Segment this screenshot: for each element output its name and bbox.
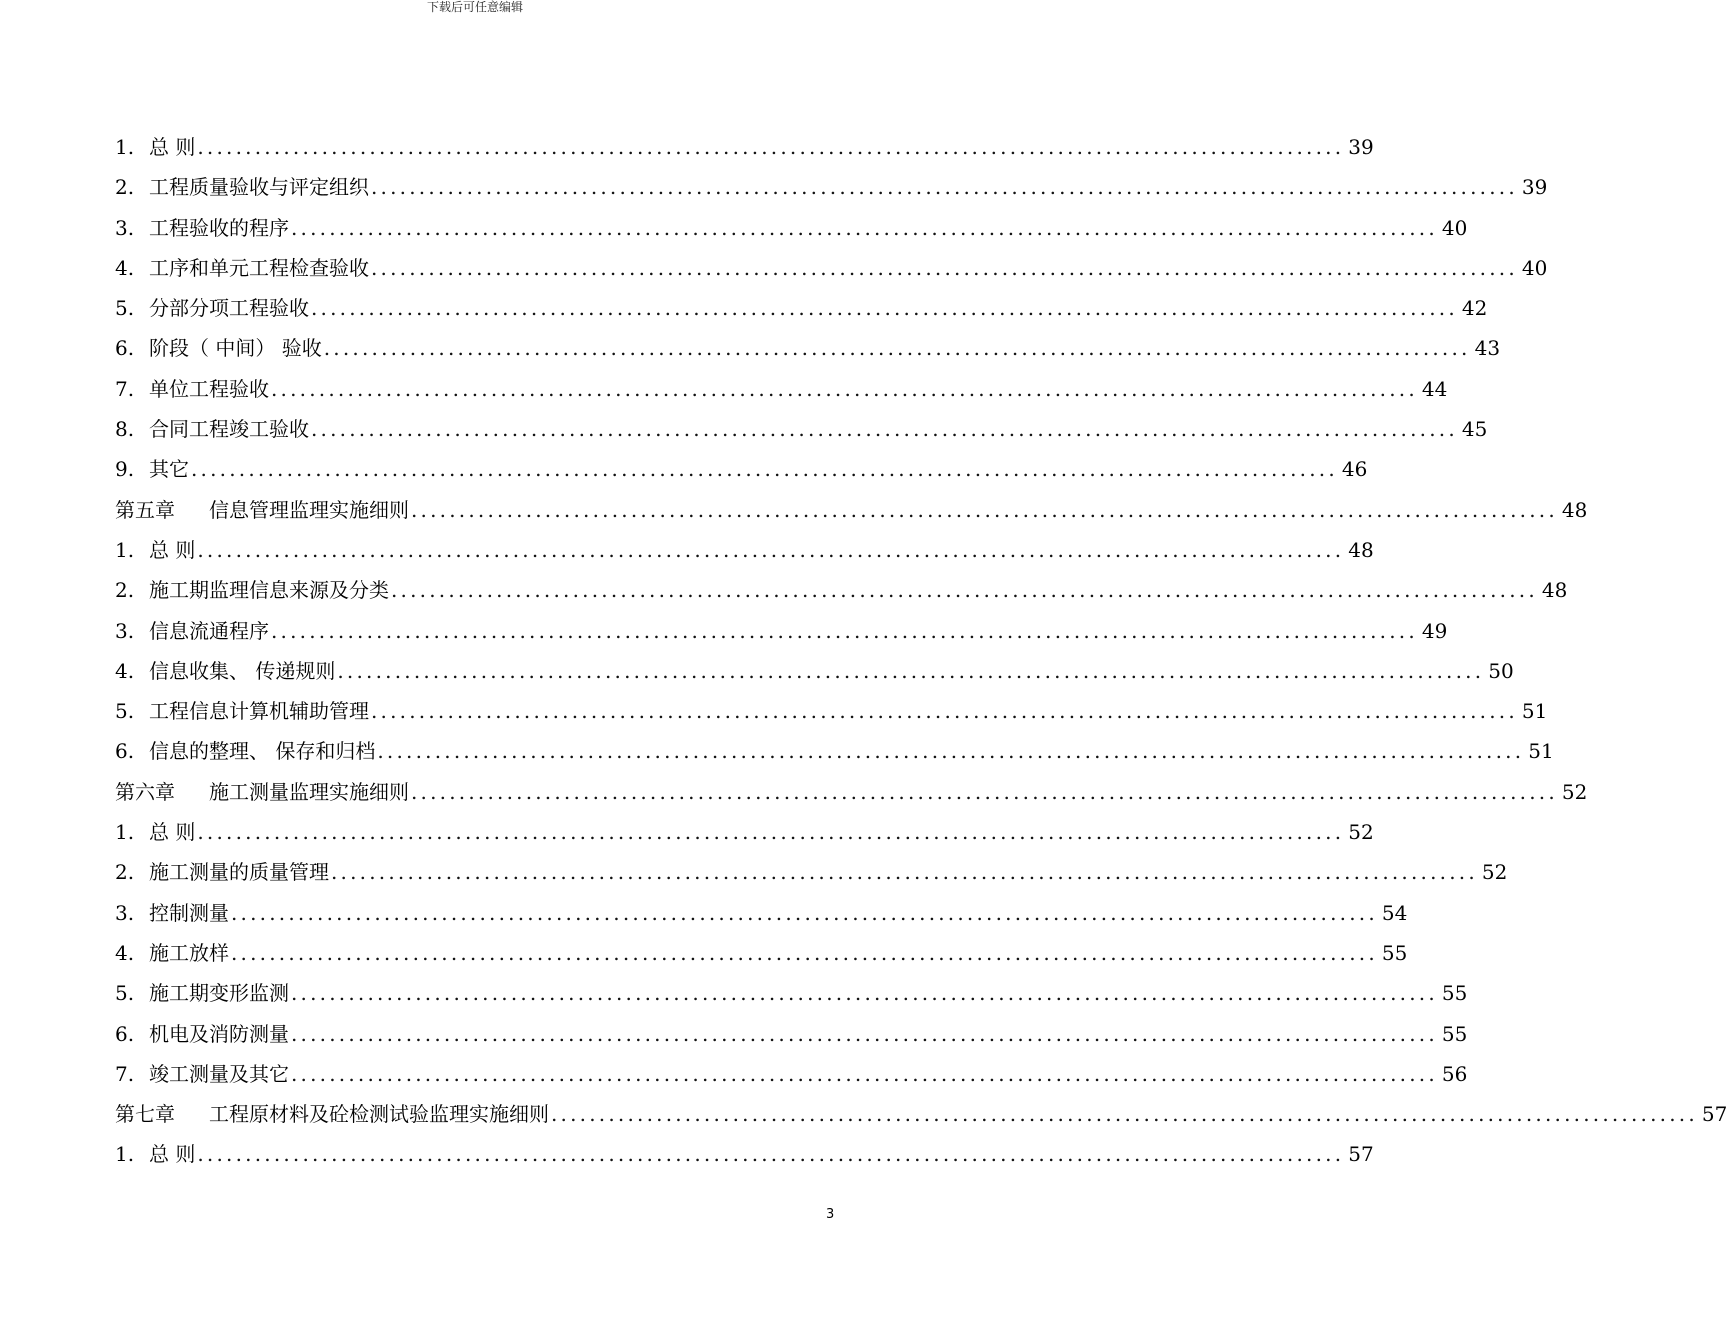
toc-page-number: 48	[1561, 497, 1588, 522]
toc-dot-leader: ........................................................................................................................	[271, 376, 1418, 401]
toc-entry-title: 工程信息计算机辅助管理	[149, 699, 369, 724]
toc-entry-number: 6.	[115, 1021, 135, 1046]
toc-entry	[115, 1054, 1468, 1094]
toc-entry-title: 总 则	[149, 820, 196, 845]
toc-entry-number: 9.	[115, 457, 135, 482]
toc-page-number: 57	[1701, 1102, 1727, 1127]
toc-entry-title: 工序和单元工程检查验收	[149, 255, 369, 280]
toc-page-number: 39	[1521, 175, 1548, 200]
toc-entry-number: 5.	[115, 699, 135, 724]
toc-page-number: 52	[1481, 860, 1508, 885]
toc-entry	[115, 973, 1468, 1013]
toc-entry-number: 1.	[115, 820, 135, 845]
toc-entry-title: 施工测量监理实施细则	[209, 779, 409, 804]
toc-page-number: 40	[1441, 215, 1468, 240]
toc-page-number: 51	[1528, 739, 1554, 764]
toc-entry	[115, 490, 1588, 530]
toc-entry-title: 分部分项工程验收	[149, 296, 309, 321]
toc-entry-number: 1.	[115, 135, 135, 159]
toc-entry-number: 7.	[115, 376, 135, 401]
toc-entry	[115, 288, 1488, 328]
toc-page-number: 44	[1421, 376, 1448, 401]
toc-dot-leader: ........................................................................................................................	[231, 940, 1378, 965]
toc-entry	[115, 812, 1374, 852]
toc-dot-leader: ........................................................................................................................	[197, 820, 1345, 845]
toc-entry	[115, 893, 1408, 933]
toc-entry-title: 施工期变形监测	[149, 981, 289, 1006]
toc-dot-leader: ........................................................................................................................	[411, 497, 1558, 522]
toc-dot-leader: ........................................................................................................................	[551, 1102, 1698, 1127]
toc-entry-title: 总 则	[149, 1142, 196, 1167]
toc-entry-title: 单位工程验收	[149, 376, 269, 401]
toc-entry-title: 信息的整理、 保存和归档	[149, 739, 376, 764]
toc-dot-leader: ........................................................................................................................	[291, 215, 1438, 240]
toc-entry	[115, 1014, 1468, 1054]
header-note: 下载后可任意编辑	[426, 0, 523, 14]
toc-page-number: 46	[1341, 457, 1368, 482]
toc-entry-number: 4.	[115, 940, 135, 965]
toc-entry	[115, 731, 1554, 771]
toc-page-number: 52	[1348, 820, 1374, 845]
toc-page-number: 42	[1461, 296, 1488, 321]
toc-entry-title: 合同工程竣工验收	[149, 417, 309, 442]
toc-dot-leader: ........................................................................................................................	[391, 578, 1538, 603]
toc-dot-leader: ........................................................................................................................	[371, 255, 1518, 280]
toc-entry	[115, 167, 1548, 207]
toc-entry-title: 工程验收的程序	[149, 215, 289, 240]
toc-entry	[115, 369, 1448, 409]
toc-dot-leader: ........................................................................................................................	[311, 296, 1458, 321]
toc-page-number: 55	[1381, 940, 1408, 965]
toc-dot-leader: ........................................................................................................................	[231, 900, 1378, 925]
toc-entry-number: 3.	[115, 215, 135, 240]
toc-entry-number: 8.	[115, 417, 135, 442]
toc-entry-number: 3.	[115, 900, 135, 925]
toc-page-number: 48	[1541, 578, 1568, 603]
toc-dot-leader: ........................................................................................................................	[371, 175, 1518, 200]
toc-dot-leader: ........................................................................................................................	[337, 658, 1485, 683]
toc-entry	[115, 611, 1448, 651]
toc-entry-number: 2.	[115, 175, 135, 200]
toc-entry-number: 6.	[115, 739, 135, 764]
toc-page-number: 54	[1381, 900, 1408, 925]
toc-dot-leader: ........................................................................................................................	[377, 739, 1525, 764]
toc-entry	[115, 852, 1508, 892]
toc-entry-title: 总 则	[149, 537, 196, 562]
toc-entry-number: 2.	[115, 578, 135, 603]
toc-entry	[115, 691, 1548, 731]
toc-page-number: 49	[1421, 618, 1448, 643]
toc-entry-title: 其它	[149, 457, 189, 482]
toc-entry	[115, 328, 1501, 368]
toc-page-number: 43	[1474, 336, 1501, 361]
toc-entry-title: 施工放样	[149, 940, 229, 965]
toc-entry-title: 信息流通程序	[149, 618, 269, 643]
toc-dot-leader: ........................................................................................................................	[291, 1021, 1438, 1046]
toc-entry-title: 阶段（ 中间） 验收	[149, 336, 322, 361]
toc-entry-title: 机电及消防测量	[149, 1021, 289, 1046]
toc-page-number: 40	[1521, 255, 1548, 280]
toc-entry	[115, 1134, 1374, 1174]
toc-entry-number: 1.	[115, 537, 135, 562]
toc-entry-title: 施工期监理信息来源及分类	[149, 578, 389, 603]
toc-entry	[115, 248, 1548, 288]
toc-entry-number: 6.	[115, 336, 135, 361]
toc-dot-leader: ........................................................................................................................	[197, 537, 1345, 562]
toc-entry	[115, 570, 1568, 610]
table-of-contents	[115, 127, 1727, 1175]
toc-dot-leader: ........................................................................................................................	[371, 699, 1518, 724]
toc-dot-leader: ........................................................................................................................	[197, 1142, 1345, 1167]
toc-entry	[115, 208, 1468, 248]
toc-entry-number: 5.	[115, 981, 135, 1006]
toc-entry	[115, 651, 1514, 691]
toc-entry-number: 2.	[115, 860, 135, 885]
toc-entry-number: 5.	[115, 296, 135, 321]
toc-dot-leader: ........................................................................................................................	[291, 981, 1438, 1006]
toc-chapter-label: 第五章	[115, 497, 175, 522]
toc-entry	[115, 530, 1374, 570]
toc-entry-title: 控制测量	[149, 900, 229, 925]
toc-page-number: 50	[1488, 658, 1514, 683]
toc-entry	[115, 127, 1374, 167]
toc-page-number: 55	[1441, 1021, 1468, 1046]
toc-dot-leader: ........................................................................................................................	[291, 1061, 1438, 1086]
toc-dot-leader: ........................................................................................................................	[323, 336, 1471, 361]
toc-dot-leader: ........................................................................................................................	[271, 618, 1418, 643]
toc-page-number: 51	[1521, 699, 1548, 724]
toc-entry	[115, 1094, 1727, 1134]
toc-entry-title: 施工测量的质量管理	[149, 860, 329, 885]
toc-entry-number: 4.	[115, 255, 135, 280]
toc-page-number: 39	[1348, 135, 1374, 159]
toc-entry-number: 1.	[115, 1142, 135, 1167]
toc-page-number: 48	[1348, 537, 1374, 562]
toc-entry-number: 4.	[115, 658, 135, 683]
toc-entry-title: 总 则	[149, 135, 196, 159]
toc-entry	[115, 449, 1368, 489]
toc-entry	[115, 772, 1588, 812]
toc-page-number: 52	[1561, 779, 1588, 804]
toc-entry-title: 竣工测量及其它	[149, 1061, 289, 1086]
toc-page-number: 45	[1461, 417, 1488, 442]
toc-entry-title: 信息管理监理实施细则	[209, 497, 409, 522]
toc-entry	[115, 409, 1488, 449]
toc-dot-leader: ........................................................................................................................	[411, 779, 1558, 804]
toc-dot-leader: ........................................................................................................................	[191, 457, 1338, 482]
toc-dot-leader: ........................................................................................................................	[331, 860, 1478, 885]
toc-dot-leader: ........................................................................................................................	[311, 417, 1458, 442]
toc-entry-number: 7.	[115, 1061, 135, 1086]
toc-page-number: 56	[1441, 1061, 1468, 1086]
page-number: 3	[826, 1207, 835, 1222]
toc-chapter-label: 第六章	[115, 779, 175, 804]
toc-page-number: 55	[1441, 981, 1468, 1006]
toc-entry-number: 3.	[115, 618, 135, 643]
toc-dot-leader: ........................................................................................................................	[197, 135, 1345, 159]
toc-entry-title: 工程原材料及砼检测试验监理实施细则	[209, 1102, 549, 1127]
toc-page-number: 57	[1348, 1142, 1374, 1167]
toc-entry-title: 工程质量验收与评定组织	[149, 175, 369, 200]
toc-entry	[115, 933, 1408, 973]
toc-chapter-label: 第七章	[115, 1102, 175, 1127]
toc-entry-title: 信息收集、 传递规则	[149, 658, 336, 683]
